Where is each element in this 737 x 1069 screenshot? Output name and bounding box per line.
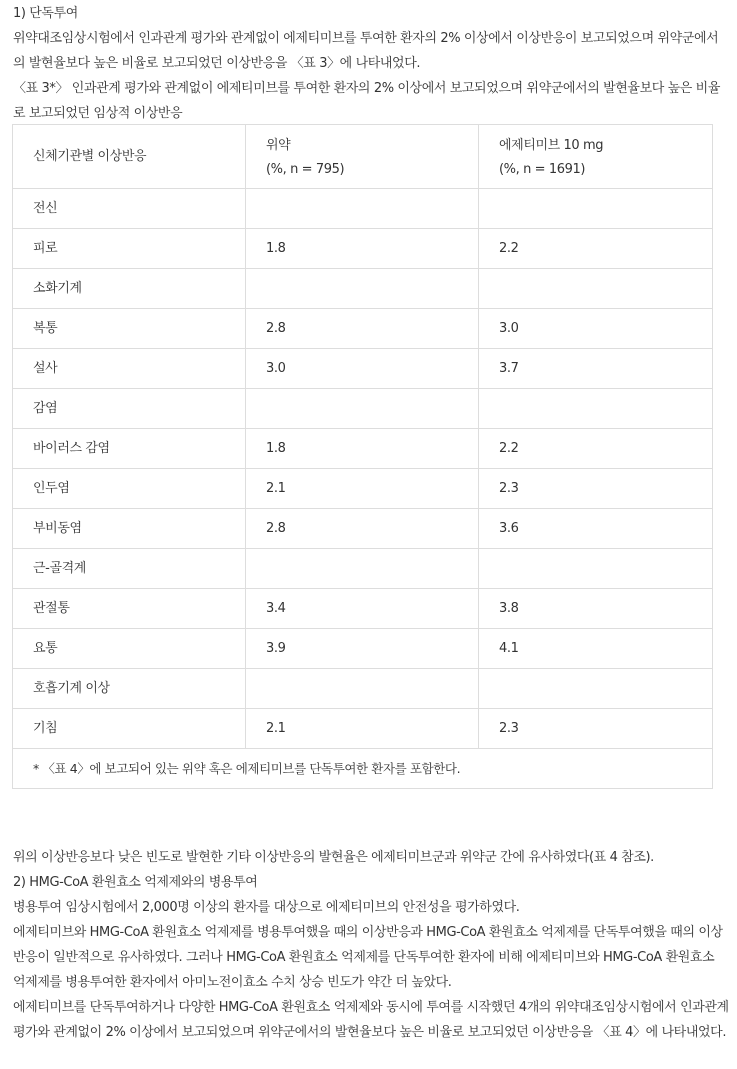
- section-2-p1: 위의 이상반응보다 낮은 빈도로 발현한 기타 이상반응의 발현율은 에제티미브군과 위약군 간에 유사하였다(표 4 참조).: [13, 850, 654, 865]
- table-row: [13, 349, 713, 389]
- cell-ezetimibe: 4.1: [479, 629, 713, 669]
- section-2: [13, 845, 729, 1045]
- cell-organ: 감염: [13, 389, 246, 429]
- table-header-row: [13, 125, 713, 189]
- cell-organ: 기침: [13, 709, 246, 749]
- cell-ezetimibe: 3.6: [479, 509, 713, 549]
- cell-placebo: 3.9: [246, 629, 479, 669]
- cell-organ: 요통: [13, 629, 246, 669]
- header-organ-class: 신체기관별 이상반응: [13, 125, 246, 189]
- cell-ezetimibe: 2.3: [479, 469, 713, 509]
- table-footnote: * 〈표 4〉에 보고되어 있는 위약 혹은 에제티미브를 단독투여한 환자를 포함한다.: [13, 749, 713, 789]
- cell-placebo: 1.8: [246, 229, 479, 269]
- cell-ezetimibe: [479, 389, 713, 429]
- section-2-heading: 2) HMG-CoA 환원효소 억제제와의 병용투여: [13, 875, 258, 890]
- cell-ezetimibe: 3.7: [479, 349, 713, 389]
- section-2-p2: 병용투여 임상시험에서 2,000명 이상의 환자를 대상으로 에제티미브의 안전성을 평가하였다.: [13, 900, 520, 915]
- cell-organ: 설사: [13, 349, 246, 389]
- cell-organ: 바이러스 감염: [13, 429, 246, 469]
- cell-placebo: 2.8: [246, 509, 479, 549]
- cell-ezetimibe: 2.3: [479, 709, 713, 749]
- section-2-p3: 에제티미브와 HMG-CoA 환원효소 억제제를 병용투여했을 때의 이상반응과 HMG-CoA 환원효소 억제제를 단독투여했을 때의 이상반응이 일반적으로 유사하였다. 그러나 HMG-CoA 환원효소 억제제를 단독투여한 환자에 비해 에제티미브와 HMG-CoA 환원효소 억제제를 병용투여한 환자에서 아미노전이효소 수치 상승 빈도가 약간 더 높았다.: [13, 925, 723, 990]
- table-row: [13, 189, 713, 229]
- cell-organ: 호흡기계 이상: [13, 669, 246, 709]
- section-2-p4: 에제티미브를 단독투여하거나 다양한 HMG-CoA 환원효소 억제제와 동시에 투여를 시작했던 4개의 위약대조임상시험에서 인과관계 평가와 관계없이 2% 이상에서 보고되었으며 위약군에서의 발현율보다 높은 비율로 보고되었던 이상반응을 〈표 4〉에 나타내었다.: [13, 1000, 729, 1040]
- cell-placebo: 2.8: [246, 309, 479, 349]
- section-1: [13, 1, 729, 126]
- header-ezetimibe-label: 에제티미브 10 mg: [499, 137, 604, 153]
- table-3-caption: 〈표 3*〉 인과관계 평가와 관계없이 에제티미브를 투여한 환자의 2% 이상에서 보고되었으며 위약군에서의 발현율보다 높은 비율로 보고되었던 임상적 이상반응: [13, 81, 720, 121]
- cell-placebo: 3.0: [246, 349, 479, 389]
- table-row: [13, 309, 713, 349]
- table-row: [13, 629, 713, 669]
- section-1-intro: 위약대조임상시험에서 인과관계 평가와 관계없이 에제티미브를 투여한 환자의 2% 이상에서 이상반응이 보고되었으며 위약군에서의 발현율보다 높은 비율로 보고되었던 이상반응을 〈표 3〉에 나타내었다.: [13, 31, 719, 71]
- header-placebo-n: (%, n = 795): [266, 161, 345, 177]
- cell-organ: 전신: [13, 189, 246, 229]
- table-row: [13, 269, 713, 309]
- cell-ezetimibe: [479, 669, 713, 709]
- table-row: [13, 549, 713, 589]
- cell-organ: 소화기계: [13, 269, 246, 309]
- cell-placebo: [246, 189, 479, 229]
- cell-placebo: 2.1: [246, 469, 479, 509]
- header-placebo: [246, 125, 479, 189]
- cell-organ: 관절통: [13, 589, 246, 629]
- cell-ezetimibe: 3.8: [479, 589, 713, 629]
- cell-ezetimibe: [479, 549, 713, 589]
- table-row: [13, 429, 713, 469]
- cell-placebo: [246, 269, 479, 309]
- table-row: [13, 709, 713, 749]
- cell-ezetimibe: 2.2: [479, 229, 713, 269]
- cell-placebo: 3.4: [246, 589, 479, 629]
- cell-ezetimibe: 3.0: [479, 309, 713, 349]
- cell-placebo: [246, 669, 479, 709]
- table-footnote-row: [13, 749, 713, 789]
- cell-organ: 인두염: [13, 469, 246, 509]
- cell-organ: 근-골격계: [13, 549, 246, 589]
- cell-placebo: 2.1: [246, 709, 479, 749]
- cell-ezetimibe: [479, 269, 713, 309]
- cell-organ: 부비동염: [13, 509, 246, 549]
- cell-organ: 복통: [13, 309, 246, 349]
- header-ezetimibe-n: (%, n = 1691): [499, 161, 586, 177]
- adverse-reactions-table: [12, 124, 713, 789]
- cell-ezetimibe: 2.2: [479, 429, 713, 469]
- table-row: [13, 589, 713, 629]
- table-row: [13, 509, 713, 549]
- cell-placebo: [246, 549, 479, 589]
- cell-placebo: 1.8: [246, 429, 479, 469]
- header-ezetimibe: [479, 125, 713, 189]
- section-1-heading: 1) 단독투여: [13, 6, 78, 21]
- header-placebo-label: 위약: [266, 137, 291, 153]
- table-row: [13, 229, 713, 269]
- cell-placebo: [246, 389, 479, 429]
- cell-organ: 피로: [13, 229, 246, 269]
- table-row: [13, 669, 713, 709]
- cell-ezetimibe: [479, 189, 713, 229]
- table-row: [13, 469, 713, 509]
- table-row: [13, 389, 713, 429]
